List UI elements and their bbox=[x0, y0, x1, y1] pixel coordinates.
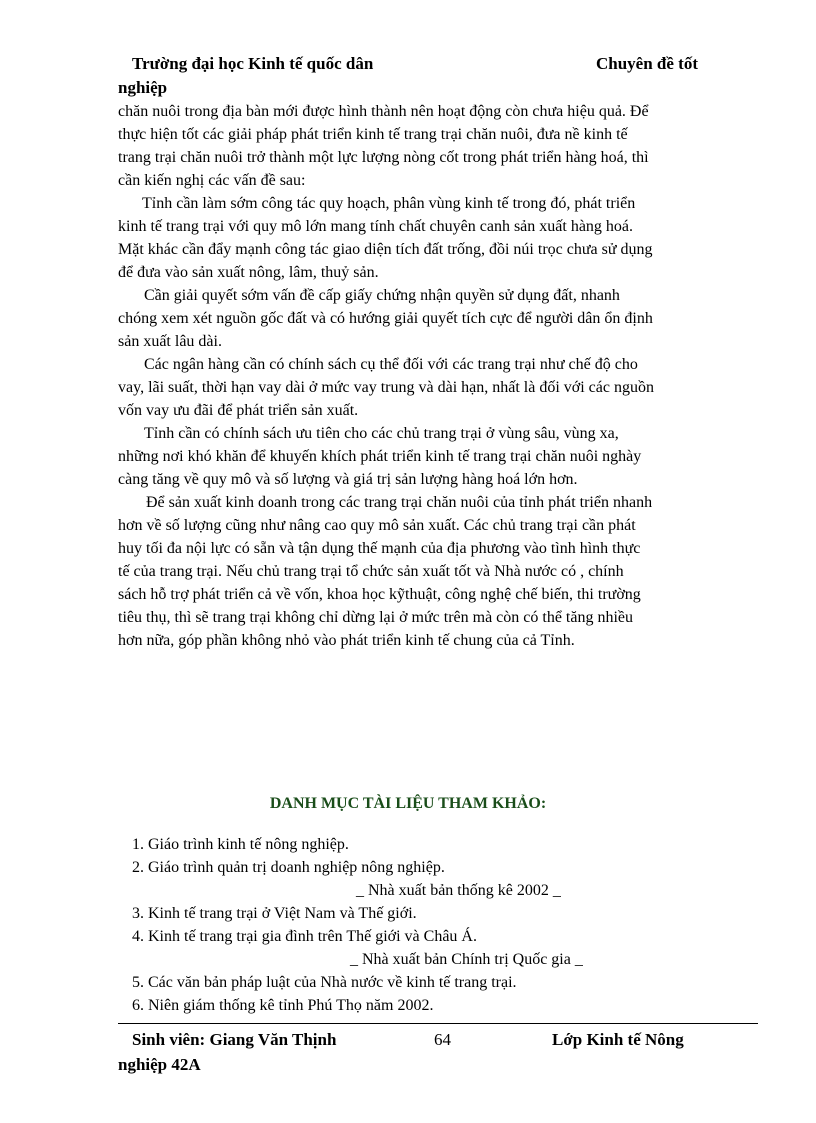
body-line: Để sản xuất kinh doanh trong các trang trại chăn nuôi của tỉnh phát triển nhanh bbox=[146, 494, 653, 511]
body-line: hơn nữa, góp phần không nhỏ vào phát triển kinh tế chung của cả Tỉnh. bbox=[118, 632, 575, 649]
reference-item: 5. Các văn bản pháp luật của Nhà nước về kinh tế trang trại. bbox=[132, 974, 517, 991]
body-line: thực hiện tốt các giải pháp phát triển kinh tế trang trại chăn nuôi, đưa nề kinh tế bbox=[118, 126, 628, 143]
body-line: Tỉnh cần làm sớm công tác quy hoạch, phân vùng kinh tế trong đó, phát triển bbox=[142, 195, 636, 212]
reference-item: 3. Kinh tế trang trại ở Việt Nam và Thế giới. bbox=[132, 905, 417, 922]
reference-publisher: _ Nhà xuất bản thống kê 2002 _ bbox=[356, 882, 561, 899]
body-line: chăn nuôi trong địa bàn mới được hình thành nên hoạt động còn chưa hiệu quả. Để bbox=[118, 103, 649, 120]
body-line: tế của trang trại. Nếu chủ trang trại tổ chức sản xuất tốt và Nhà nước có , chính bbox=[118, 563, 624, 580]
body-line: sách hỗ trợ phát triển cả về vốn, khoa học kỹthuật, công nghệ chế biến, thi trường bbox=[118, 586, 641, 603]
body-line: những nơi khó khăn để khuyến khích phát triển kinh tế trang trại chăn nuôi nghày bbox=[118, 448, 642, 465]
footer-rule bbox=[118, 1023, 758, 1024]
references-title: DANH MỤC TÀI LIỆU THAM KHẢO: bbox=[269, 795, 547, 812]
body-line: Các ngân hàng cần có chính sách cụ thể đối với các trang trại như chế độ cho bbox=[144, 356, 638, 373]
body-line: để đưa vào sản xuất nông, lâm, thuỷ sản. bbox=[118, 264, 379, 281]
footer-student: Sinh viên: Giang Văn Thịnh bbox=[132, 1030, 337, 1049]
body-line: sản xuất lâu dài. bbox=[118, 333, 222, 350]
body-line: chóng xem xét nguồn gốc đất và có hướng giải quyết tích cực để người dân ổn định bbox=[118, 310, 653, 327]
footer-class: Lớp Kinh tế Nông bbox=[552, 1030, 684, 1049]
body-line: vay, lãi suất, thời hạn vay dài ở mức vay trung và dài hạn, nhất là đối với các nguồn bbox=[118, 379, 654, 396]
body-line: huy tối đa nội lực có sẵn và tận dụng thế mạnh của địa phương vào tình hình thực bbox=[118, 540, 641, 557]
header-wrap: nghiệp bbox=[118, 78, 168, 97]
body-line: Cần giải quyết sớm vấn đề cấp giấy chứng nhận quyền sử dụng đất, nhanh bbox=[144, 287, 620, 304]
body-line: kinh tế trang trại với quy mô lớn mang tính chất chuyên canh sản xuất hàng hoá. bbox=[118, 218, 634, 235]
body-line: càng tăng về quy mô và số lượng và giá trị sản lượng hàng hoá lớn hơn. bbox=[118, 471, 578, 488]
header-report-type: Chuyên đề tốt bbox=[596, 54, 699, 73]
reference-item: 4. Kinh tế trang trại gia đình trên Thế giới và Châu Á. bbox=[132, 928, 477, 945]
body-line: vốn vay ưu đãi để phát triển sản xuất. bbox=[118, 402, 359, 419]
body-line: Tỉnh cần có chính sách ưu tiên cho các chủ trang trại ở vùng sâu, vùng xa, bbox=[144, 425, 619, 442]
body-line: hơn về số lượng cũng như nâng cao quy mô sản xuất. Các chủ trang trại cần phát bbox=[118, 517, 636, 534]
body-line: cần kiến nghị các vấn đề sau: bbox=[118, 172, 306, 189]
body-line: tiêu thụ, thì sẽ trang trại không chỉ dừng lại ở mức trên mà còn có thể tăng nhiều bbox=[118, 609, 634, 626]
body-line: Mặt khác cần đẩy mạnh công tác giao diện tích đất trống, đồi núi trọc chưa sử dụng bbox=[118, 241, 653, 258]
reference-item: 1. Giáo trình kinh tế nông nghiệp. bbox=[132, 836, 349, 853]
page-number: 64 bbox=[434, 1030, 451, 1049]
header-university: Trường đại học Kinh tế quốc dân bbox=[132, 54, 374, 73]
reference-publisher: _ Nhà xuất bản Chính trị Quốc gia _ bbox=[350, 951, 583, 968]
body-line: trang trại chăn nuôi trở thành một lực lượng nòng cốt trong phát triển hàng hoá, thì bbox=[118, 149, 649, 166]
footer-wrap: nghiệp 42A bbox=[118, 1055, 201, 1074]
reference-item: 2. Giáo trình quản trị doanh nghiệp nông nghiệp. bbox=[132, 859, 445, 876]
reference-item: 6. Niên giám thống kê tỉnh Phú Thọ năm 2002. bbox=[132, 997, 434, 1014]
